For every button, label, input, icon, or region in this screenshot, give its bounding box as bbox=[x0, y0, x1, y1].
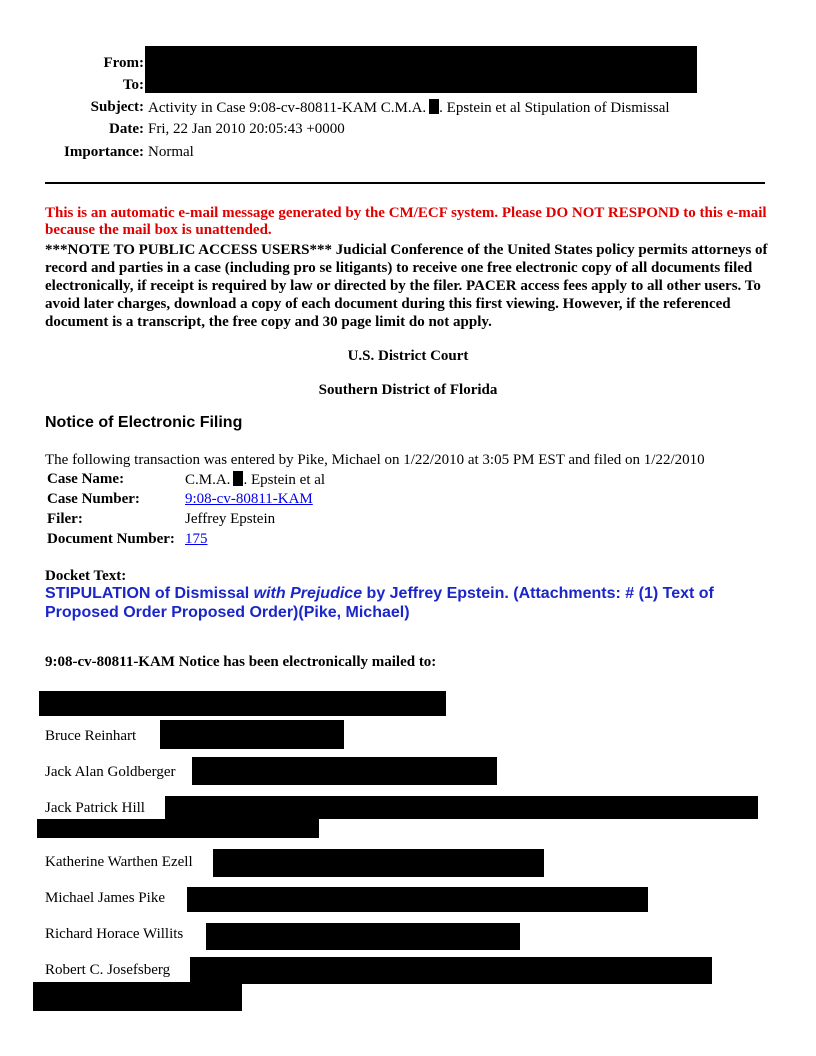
redaction-email bbox=[165, 796, 758, 819]
redaction-email bbox=[192, 757, 497, 785]
redaction-recipient-top bbox=[39, 691, 446, 716]
docket-text-start: STIPULATION of Dismissal bbox=[45, 585, 254, 602]
subject-label: Subject: bbox=[90, 99, 144, 115]
subject-text-start: Activity in Case 9:08-cv-80811-KAM C.M.A. bbox=[148, 100, 427, 116]
redaction-email bbox=[206, 923, 520, 950]
recipient-name: Richard Horace Willits bbox=[45, 926, 184, 942]
filer-label: Filer: bbox=[47, 511, 83, 527]
case-name-value bbox=[185, 471, 325, 489]
header-divider bbox=[45, 182, 765, 184]
case-name-label: Case Name: bbox=[47, 471, 125, 487]
date-label: Date: bbox=[109, 121, 144, 137]
court-district: Southern District of Florida bbox=[318, 382, 498, 398]
case-name-end: . Epstein et al bbox=[243, 472, 326, 488]
from-label: From: bbox=[103, 55, 144, 71]
case-number-label: Case Number: bbox=[47, 491, 140, 507]
redaction-from-to bbox=[145, 46, 697, 93]
subject-text-end: . Epstein et al Stipulation of Dismissal bbox=[439, 100, 670, 116]
case-number-link[interactable]: 9:08-cv-80811-KAM bbox=[185, 491, 313, 507]
redaction-mark bbox=[233, 471, 243, 486]
importance-label: Importance: bbox=[64, 144, 144, 160]
to-label: To: bbox=[122, 77, 144, 93]
redaction-email-continued bbox=[37, 819, 319, 838]
subject-value bbox=[148, 99, 670, 117]
recipient-name: Bruce Reinhart bbox=[45, 728, 137, 744]
filer-value: Jeffrey Epstein bbox=[185, 511, 276, 527]
auto-message-warning: This is an automatic e-mail message generated by the CM/ECF system. Please DO NOT RESPOND to this e-mail because the mail box is unattended. bbox=[45, 205, 767, 238]
importance-value: Normal bbox=[148, 144, 194, 160]
date-value: Fri, 22 Jan 2010 20:05:43 +0000 bbox=[148, 121, 345, 137]
transaction-text: The following transaction was entered by Pike, Michael on 1/22/2010 at 3:05 PM EST and filed on 1/22/2010 bbox=[45, 452, 705, 468]
public-access-note: ***NOTE TO PUBLIC ACCESS USERS*** Judicial Conference of the United States policy permits attorneys of record and parties in a case (including pro se litigants) to receive one free electronic copy of all documents filed electronically, if receipt is required by law or directed by the filer. PACER access fees apply to all other users. To avoid later charges, download a copy of each document during this first viewing. However, if the referenced document is a transcript, the free copy and 30 page limit do not apply. bbox=[45, 242, 768, 330]
redaction-email bbox=[213, 849, 544, 877]
docket-text bbox=[45, 584, 775, 622]
document-number-label: Document Number: bbox=[47, 531, 175, 547]
recipient-name: Jack Patrick Hill bbox=[45, 800, 145, 816]
recipient-name: Michael James Pike bbox=[45, 890, 165, 906]
case-name-start: C.M.A. bbox=[185, 472, 231, 488]
nef-title: Notice of Electronic Filing bbox=[45, 414, 243, 431]
redaction-email bbox=[190, 957, 712, 984]
mailed-heading: 9:08-cv-80811-KAM Notice has been electronically mailed to: bbox=[45, 654, 437, 670]
redaction-email-continued bbox=[33, 982, 242, 1011]
recipient-name: Robert C. Josefsberg bbox=[45, 962, 171, 978]
document-number-link[interactable]: 175 bbox=[185, 531, 208, 547]
recipient-name: Jack Alan Goldberger bbox=[45, 764, 176, 780]
recipient-name: Katherine Warthen Ezell bbox=[45, 854, 193, 870]
redaction-email bbox=[187, 887, 648, 912]
docket-text-end: by Jeffrey Epstein. (Attachments: # (1) Text of Proposed Order Proposed Order)(Pike, Michael) bbox=[45, 585, 714, 621]
redaction-mark bbox=[429, 99, 439, 114]
court-name: U.S. District Court bbox=[347, 348, 469, 364]
docket-label: Docket Text: bbox=[45, 568, 127, 584]
docket-text-italic: with Prejudice bbox=[253, 585, 363, 602]
redaction-email bbox=[160, 720, 344, 749]
